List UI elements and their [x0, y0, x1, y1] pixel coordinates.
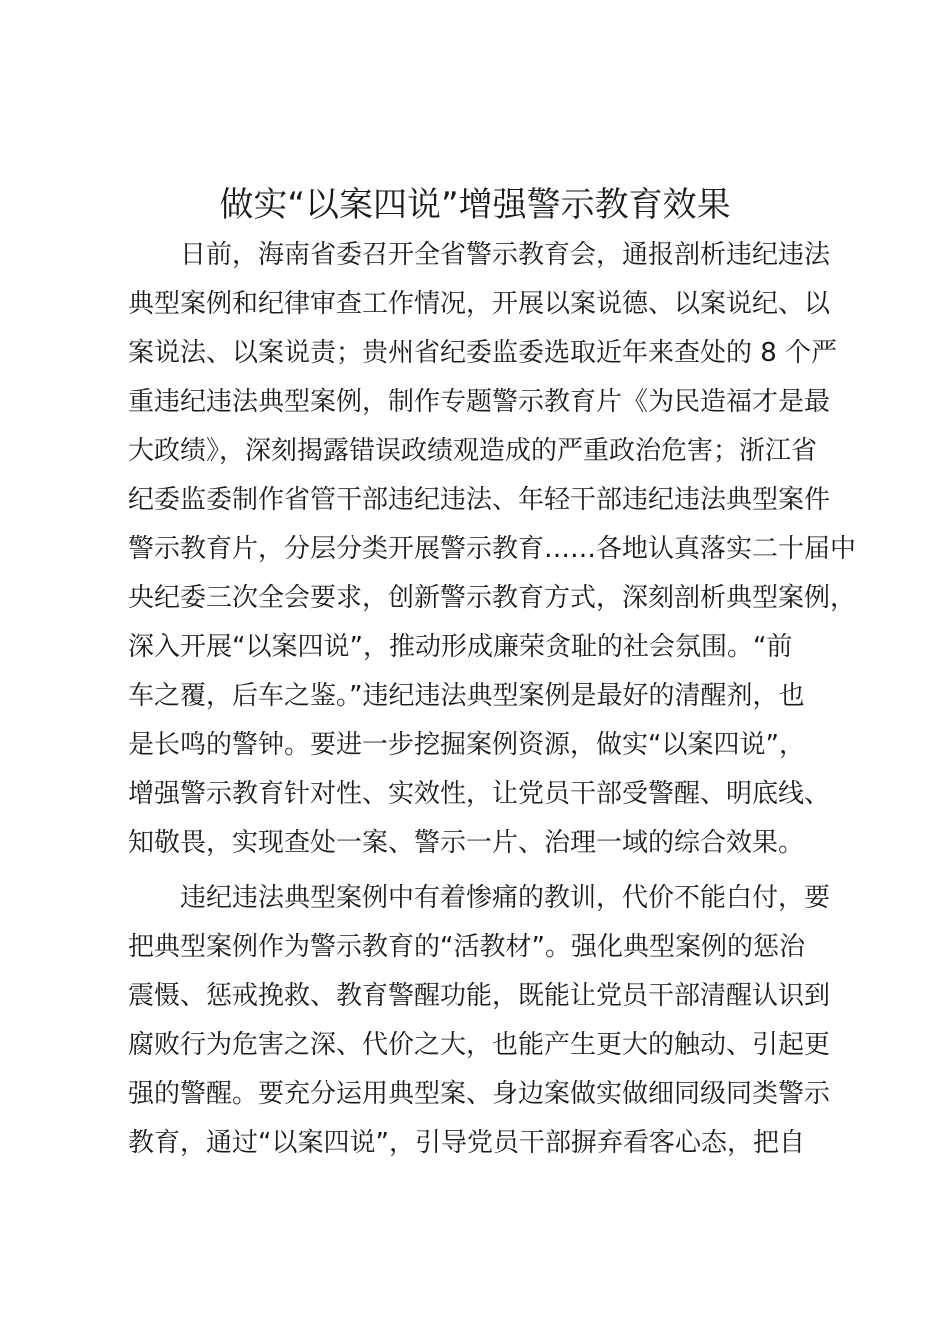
- paragraph-1-line-7: 警示教育片，分层分类开展警示教育……各地认真落实二十届中: [128, 534, 857, 564]
- paragraph-1-line-9: 深入开展“以案四说”，推动形成廉荣贪耻的社会氛围。“前: [128, 632, 793, 662]
- paragraph-1-line-10: 车之覆，后车之鉴。”违纪违法典型案例是最好的清醒剂，也: [128, 681, 805, 711]
- paragraph-1-line-8: 央纪委三次全会要求，创新警示教育方式，深刻剖析典型案例，: [128, 583, 857, 613]
- document-title: 做实“以案四说”增强警示教育效果: [219, 185, 731, 225]
- paragraph-1-line-1: 日前，海南省委召开全省警示教育会，通报剖析违纪违法: [180, 240, 831, 270]
- paragraph-1-line-4: 重违纪违法典型案例，制作专题警示教育片《为民造福才是最: [128, 387, 831, 417]
- paragraph-1-line-12: 增强警示教育针对性、实效性，让党员干部受警醒、明底线、: [128, 779, 831, 809]
- paragraph-2-line-3: 震慑、惩戒挽救、教育警醒功能，既能让党员干部清醒认识到: [128, 981, 831, 1011]
- paragraph-2-line-4: 腐败行为危害之深、代价之大，也能产生更大的触动、引起更: [128, 1030, 831, 1060]
- paragraph-1-line-11: 是长鸣的警钟。要进一步挖掘案例资源，做实“以案四说”，: [128, 730, 805, 760]
- paragraph-1-line-6: 纪委监委制作省管干部违纪违法、年轻干部违纪违法典型案件: [128, 485, 831, 515]
- paragraph-2-line-1: 违纪违法典型案例中有着惨痛的教训，代价不能白付，要: [180, 883, 831, 913]
- paragraph-1-line-2: 典型案例和纪律审查工作情况，开展以案说德、以案说纪、以: [128, 289, 831, 319]
- paragraph-1-line-3: 案说法、以案说责；贵州省纪委监委选取近年来查处的 8 个严: [128, 338, 838, 368]
- paragraph-2-line-5: 强的警醒。要充分运用典型案、身边案做实做细同级同类警示: [128, 1079, 831, 1109]
- paragraph-2-line-2: 把典型案例作为警示教育的“活教材”。强化典型案例的惩治: [128, 932, 805, 962]
- paragraph-2-line-6: 教育，通过“以案四说”，引导党员干部摒弃看客心态，把自: [128, 1128, 805, 1158]
- paragraph-1-line-13: 知敬畏，实现查处一案、警示一片、治理一域的综合效果。: [128, 828, 805, 858]
- paragraph-1-line-5: 大政绩》，深刻揭露错误政绩观造成的严重政治危害；浙江省: [128, 436, 818, 466]
